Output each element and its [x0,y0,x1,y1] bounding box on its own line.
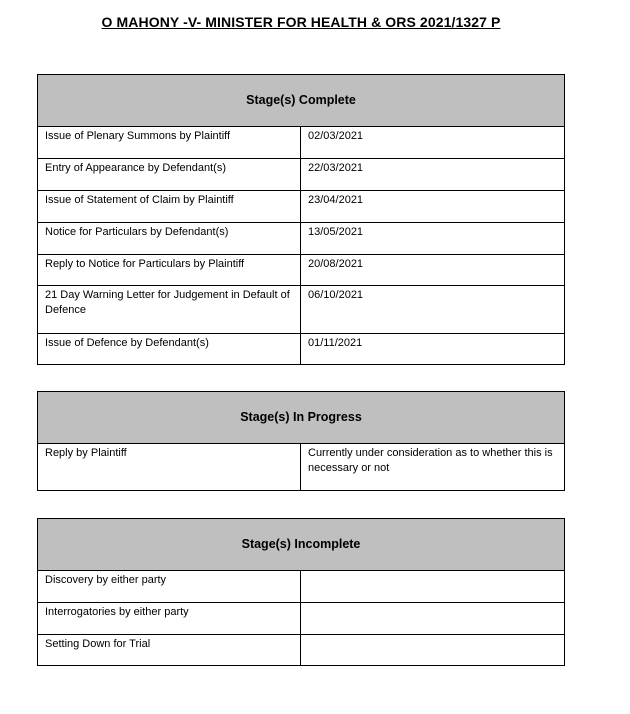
table-row [38,223,565,255]
stage-date: 22/03/2021 [301,159,565,191]
stage-name: Discovery by either party [38,571,301,603]
stage-date: 01/11/2021 [301,334,565,365]
stage-date: 13/05/2021 [301,223,565,255]
table-row [38,191,565,223]
document-title: O MAHONY -V- MINISTER FOR HEALTH & ORS 2021/1327 P [101,14,501,30]
stage-status [301,635,565,666]
stage-name: Issue of Defence by Defendant(s) [38,334,301,365]
stage-status [301,603,565,635]
stages-in-progress-table [37,391,565,491]
stages-complete-heading: Stage(s) Complete [38,75,565,127]
stage-status [301,571,565,603]
table-row [38,255,565,286]
stages-incomplete-table [37,518,565,666]
stage-name: 21 Day Warning Letter for Judgement in Default of Defence [38,286,301,334]
table-row [38,334,565,365]
table-row [38,127,565,159]
stage-name: Reply by Plaintiff [38,444,301,491]
stage-name: Issue of Statement of Claim by Plaintiff [38,191,301,223]
stage-date: 02/03/2021 [301,127,565,159]
stage-date: 06/10/2021 [301,286,565,334]
stage-status: Currently under consideration as to whether this is necessary or not [301,444,565,491]
stage-name: Notice for Particulars by Defendant(s) [38,223,301,255]
table-row [38,603,565,635]
stage-date: 23/04/2021 [301,191,565,223]
stage-name: Reply to Notice for Particulars by Plaintiff [38,255,301,286]
stages-complete-table [37,74,565,365]
stage-date: 20/08/2021 [301,255,565,286]
stage-name: Entry of Appearance by Defendant(s) [38,159,301,191]
stage-name: Setting Down for Trial [38,635,301,666]
table-row [38,286,565,334]
stage-name: Interrogatories by either party [38,603,301,635]
table-row [38,571,565,603]
stages-in-progress-heading: Stage(s) In Progress [38,392,565,444]
stages-incomplete-heading: Stage(s) Incomplete [38,519,565,571]
table-row [38,159,565,191]
table-row [38,635,565,666]
table-row [38,444,565,491]
stage-name: Issue of Plenary Summons by Plaintiff [38,127,301,159]
